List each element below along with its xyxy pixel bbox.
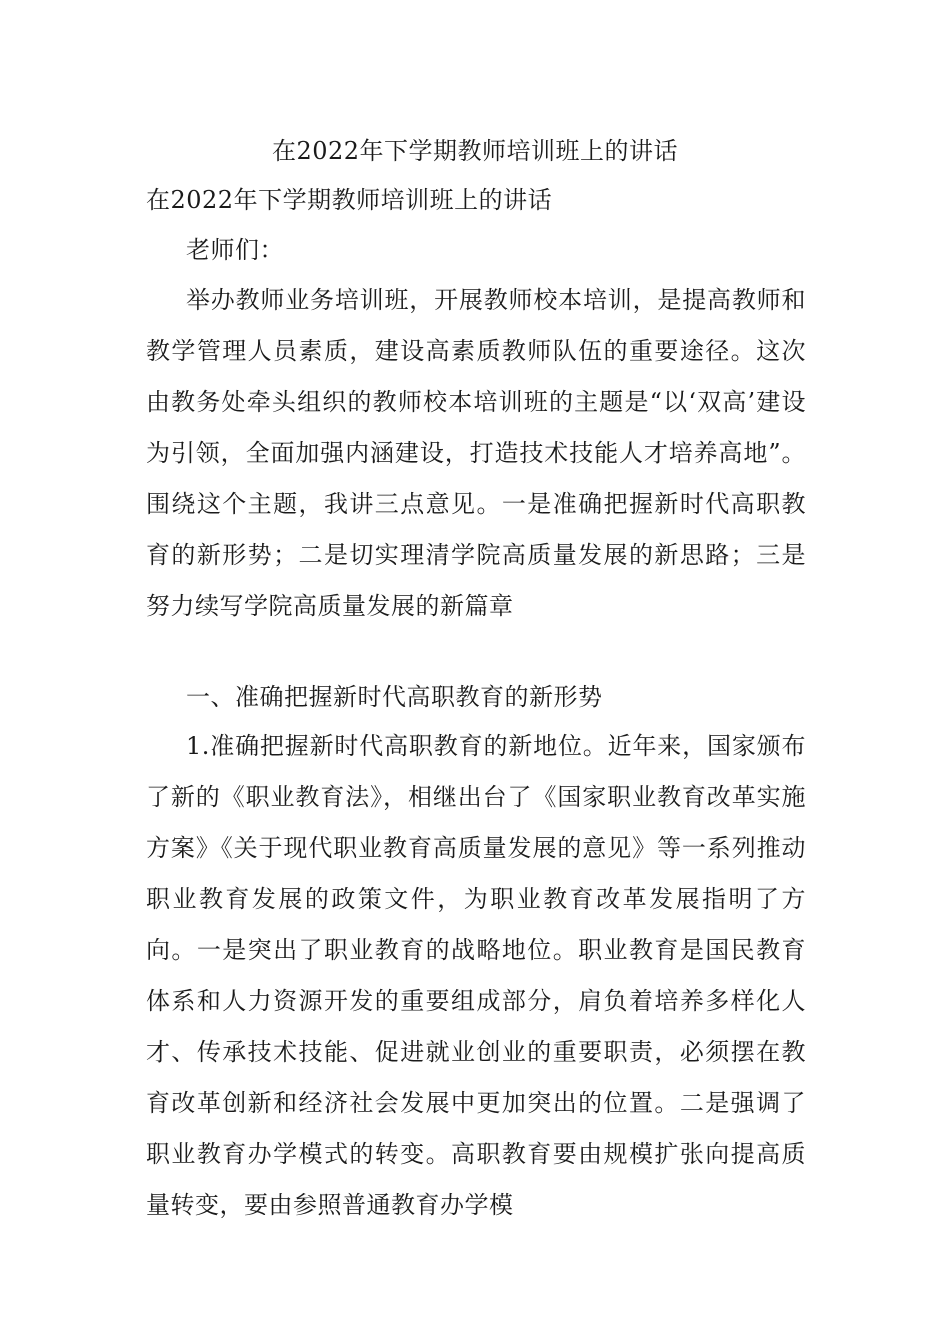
salutation: 老师们： bbox=[186, 236, 284, 264]
section-heading-1: 一、准确把握新时代高职教育的新形势 bbox=[186, 683, 603, 711]
intro-paragraph: 举办教师业务培训班，开展教师校本培训，是提高教师和教学管理人员素质，建设高素质教师队伍的重要途径。这次由教务处牵头组织的教师校本培训班的主题是“以‘双高’建设为引领，全面加强内涵建设，打造技术技能人才培养高地”。围绕这个主题，我讲三点意见。一是准确把握新时代高职教育的新形势；二是切实理清学院高质量发展的新思路；三是努力续写学院高质量发展的新篇章 bbox=[146, 286, 806, 620]
document-title: 在2022年下学期教师培训班上的讲话 bbox=[271, 137, 679, 165]
section-1-paragraph: 1.准确把握新时代高职教育的新地位。近年来，国家颁布了新的《职业教育法》，相继出台了《国家职业教育改革实施方案》《关于现代职业教育高质量发展的意见》等一系列推动职业教育发展的政策文件，为职业教育改革发展指明了方向。一是突出了职业教育的战略地位。职业教育是国民教育体系和人力资源开发的重要组成部分，肩负着培养多样化人才、传承技术技能、促进就业创业的重要职责，必须摆在教育改革创新和经济社会发展中更加突出的位置。二是强调了职业教育办学模式的转变。高职教育要由规模扩张向提高质量转变，要由参照普通教育办学模 bbox=[146, 732, 806, 1219]
document-subtitle: 在2022年下学期教师培训班上的讲话 bbox=[146, 186, 553, 214]
